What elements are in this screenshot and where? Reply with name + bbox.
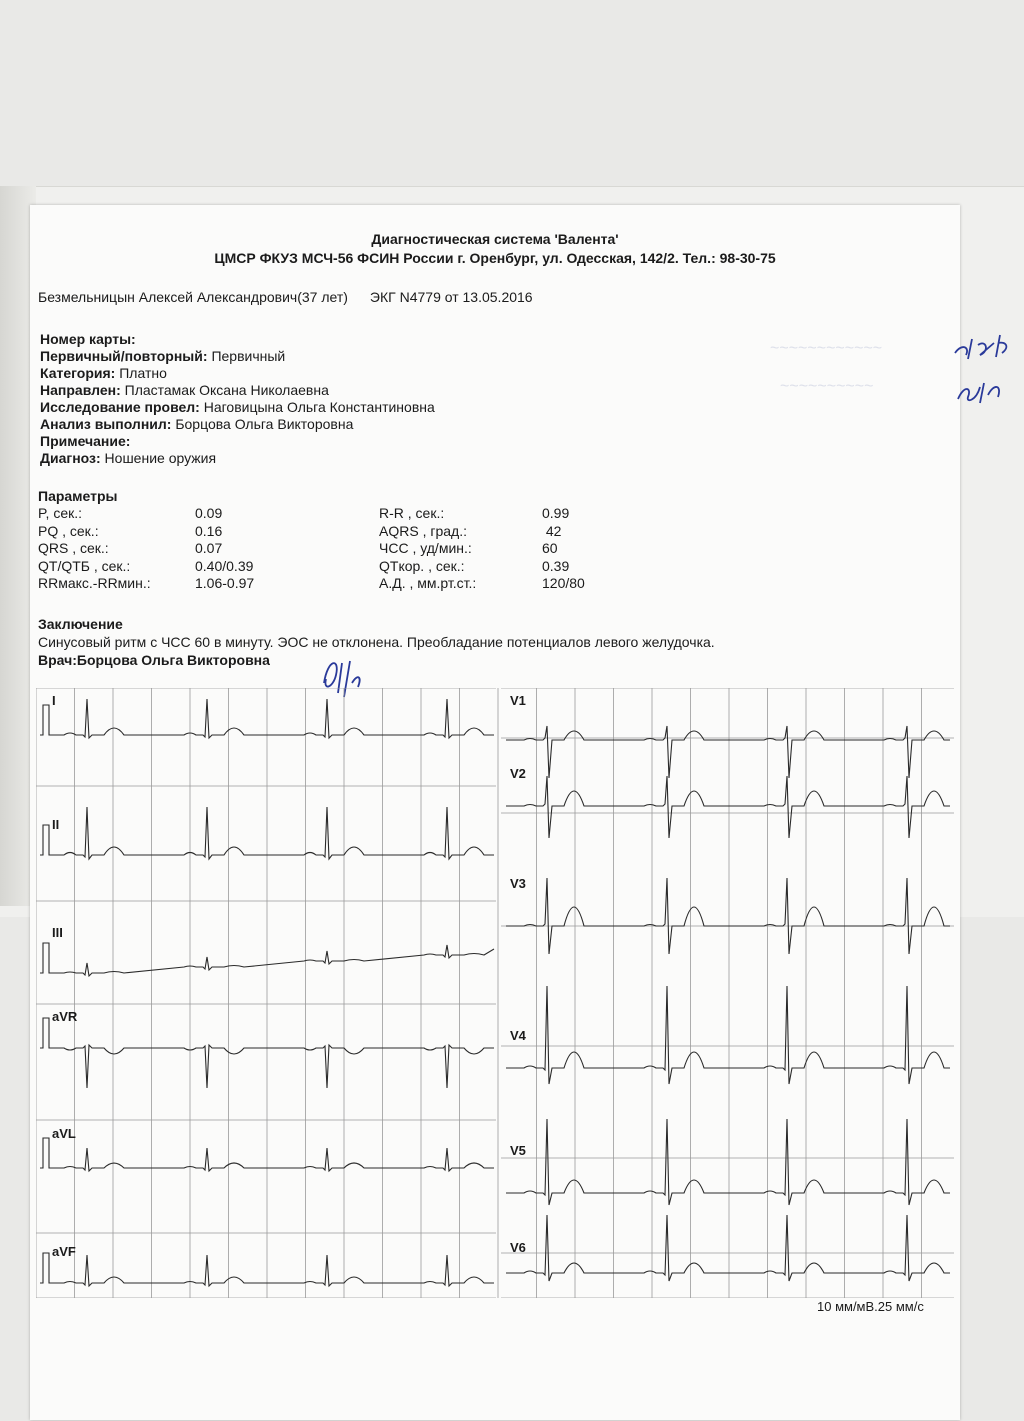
doctor-line: Врач:Борцова Ольга Викторовна xyxy=(38,652,270,668)
ecg-grid xyxy=(36,688,954,1298)
analysis-value: Борцова Ольга Викторовна xyxy=(175,416,354,432)
conducted-row xyxy=(40,399,435,416)
param-key: QTкор. , сек.: xyxy=(379,557,465,574)
referred-value: Пластамак Оксана Николаевна xyxy=(124,382,329,398)
primary-label: Первичный/повторный: xyxy=(40,348,208,364)
system-title: Диагностическая система 'Валента' xyxy=(371,231,619,247)
param-value: 60 xyxy=(542,540,558,556)
card-row xyxy=(40,331,435,348)
lead-label-II: II xyxy=(52,817,60,832)
lead-label-V3: V3 xyxy=(510,876,526,891)
conclusion-text: Синусовый ритм с ЧСС 60 в минуту. ЭОС не отклонена. Преобладание потенциалов левого желудочка. xyxy=(38,634,715,650)
primary-row xyxy=(40,348,435,365)
analysis-label: Анализ выполнил: xyxy=(40,416,172,432)
trace-lead-II xyxy=(52,807,494,859)
param-row xyxy=(379,558,585,576)
lead-label-III: III xyxy=(52,925,63,940)
lead-label-V1: V1 xyxy=(510,693,526,708)
lead-label-aVR: aVR xyxy=(52,1009,78,1024)
param-key: RRмакс.-RRмин.: xyxy=(38,575,151,591)
trace-lead-V2 xyxy=(506,776,950,838)
primary-value: Первичный xyxy=(211,348,286,364)
param-row xyxy=(38,575,254,593)
param-row xyxy=(38,558,254,576)
param-key: R-R , сек.: xyxy=(379,505,445,521)
param-value: 1.06-0.97 xyxy=(195,575,255,591)
parameters-left xyxy=(38,505,254,593)
param-key: А.Д. , мм.рт.ст.: xyxy=(379,575,477,591)
category-row xyxy=(40,365,435,382)
param-key: P, сек.: xyxy=(38,505,83,521)
param-value: 0.07 xyxy=(195,540,223,556)
ecg-id: ЭКГ N4779 от 13.05.2016 xyxy=(369,289,533,305)
conducted-label: Исследование провел: xyxy=(40,399,200,415)
card-label: Номер карты: xyxy=(40,331,136,347)
show-through-text: ~~~~~~~~~~ xyxy=(780,378,874,395)
trace-lead-III xyxy=(52,945,494,976)
param-row xyxy=(38,523,254,541)
conclusion-title: Заключение xyxy=(38,616,123,632)
param-row xyxy=(38,540,254,558)
diagnosis-value: Ношение оружия xyxy=(104,450,217,466)
lead-label-aVF: aVF xyxy=(52,1244,76,1259)
calibration-pulse xyxy=(40,1253,52,1283)
param-row xyxy=(379,505,585,523)
trace-lead-aVF xyxy=(52,1255,494,1286)
param-value: 0.40/0.39 xyxy=(195,557,254,574)
trace-lead-V3 xyxy=(506,878,950,954)
patient-info xyxy=(40,331,435,467)
trace-lead-V4 xyxy=(506,986,950,1084)
category-value: Платно xyxy=(119,365,167,381)
parameters-right xyxy=(379,505,585,593)
param-value: 120/80 xyxy=(542,575,585,591)
param-row xyxy=(38,505,254,523)
lead-label-I: I xyxy=(52,693,56,708)
trace-lead-aVL xyxy=(52,1148,494,1171)
param-key: AQRS , град.: xyxy=(379,522,467,539)
calibration-pulse xyxy=(40,943,52,973)
parameters-title: Параметры xyxy=(38,488,118,504)
calibration-pulse xyxy=(40,1138,52,1168)
trace-lead-V6 xyxy=(506,1215,950,1281)
ecg-tracing xyxy=(36,688,954,1298)
param-value: 42 xyxy=(542,522,562,539)
ecg-traces xyxy=(40,699,950,1286)
lead-label-V6: V6 xyxy=(510,1240,526,1255)
lead-label-V4: V4 xyxy=(510,1028,526,1043)
conducted-value: Наговицына Ольга Константиновна xyxy=(203,399,435,415)
diagnosis-row xyxy=(40,450,435,467)
ecg-scale: 10 мм/мВ.25 мм/с xyxy=(817,1299,924,1314)
referred-label: Направлен: xyxy=(40,382,121,398)
calibration-pulse xyxy=(40,705,52,735)
param-value: 0.99 xyxy=(542,505,570,521)
trace-lead-I xyxy=(52,699,494,738)
param-row xyxy=(379,540,585,558)
param-value: 0.16 xyxy=(195,522,223,539)
note-label: Примечание: xyxy=(40,433,131,449)
patient-line xyxy=(38,289,533,305)
lead-label-aVL: aVL xyxy=(52,1126,76,1141)
lead-label-V5: V5 xyxy=(510,1143,526,1158)
diagnosis-label: Диагноз: xyxy=(40,450,101,466)
trace-lead-V5 xyxy=(506,1119,950,1205)
show-through-text: ~~~~~~~~~~~~ xyxy=(770,340,883,357)
param-row xyxy=(379,575,585,593)
category-label: Категория: xyxy=(40,365,116,381)
lead-label-V2: V2 xyxy=(510,766,526,781)
trace-lead-aVR xyxy=(52,1045,494,1088)
param-key: PQ , сек.: xyxy=(38,522,99,539)
param-row xyxy=(379,523,585,541)
patient-name-age: Безмельницын Алексей Александрович(37 лет) xyxy=(38,289,348,305)
param-value: 0.39 xyxy=(542,557,570,574)
param-key: QRS , сек.: xyxy=(38,540,109,556)
param-key: QT/QTБ , сек.: xyxy=(38,557,131,574)
referred-row xyxy=(40,382,435,399)
param-key: ЧСС , уд/мин.: xyxy=(379,540,472,556)
margin-handwriting xyxy=(950,325,1020,415)
trace-lead-V1 xyxy=(506,726,950,778)
calibration-pulse xyxy=(40,825,52,855)
analysis-row xyxy=(40,416,435,433)
calibration-pulse xyxy=(40,1018,52,1048)
institution-line: ЦМСР ФКУЗ МСЧ-56 ФСИН России г. Оренбург, ул. Одесская, 142/2. Тел.: 98-30-75 xyxy=(214,250,776,266)
note-row xyxy=(40,433,435,450)
param-value: 0.09 xyxy=(195,505,223,521)
